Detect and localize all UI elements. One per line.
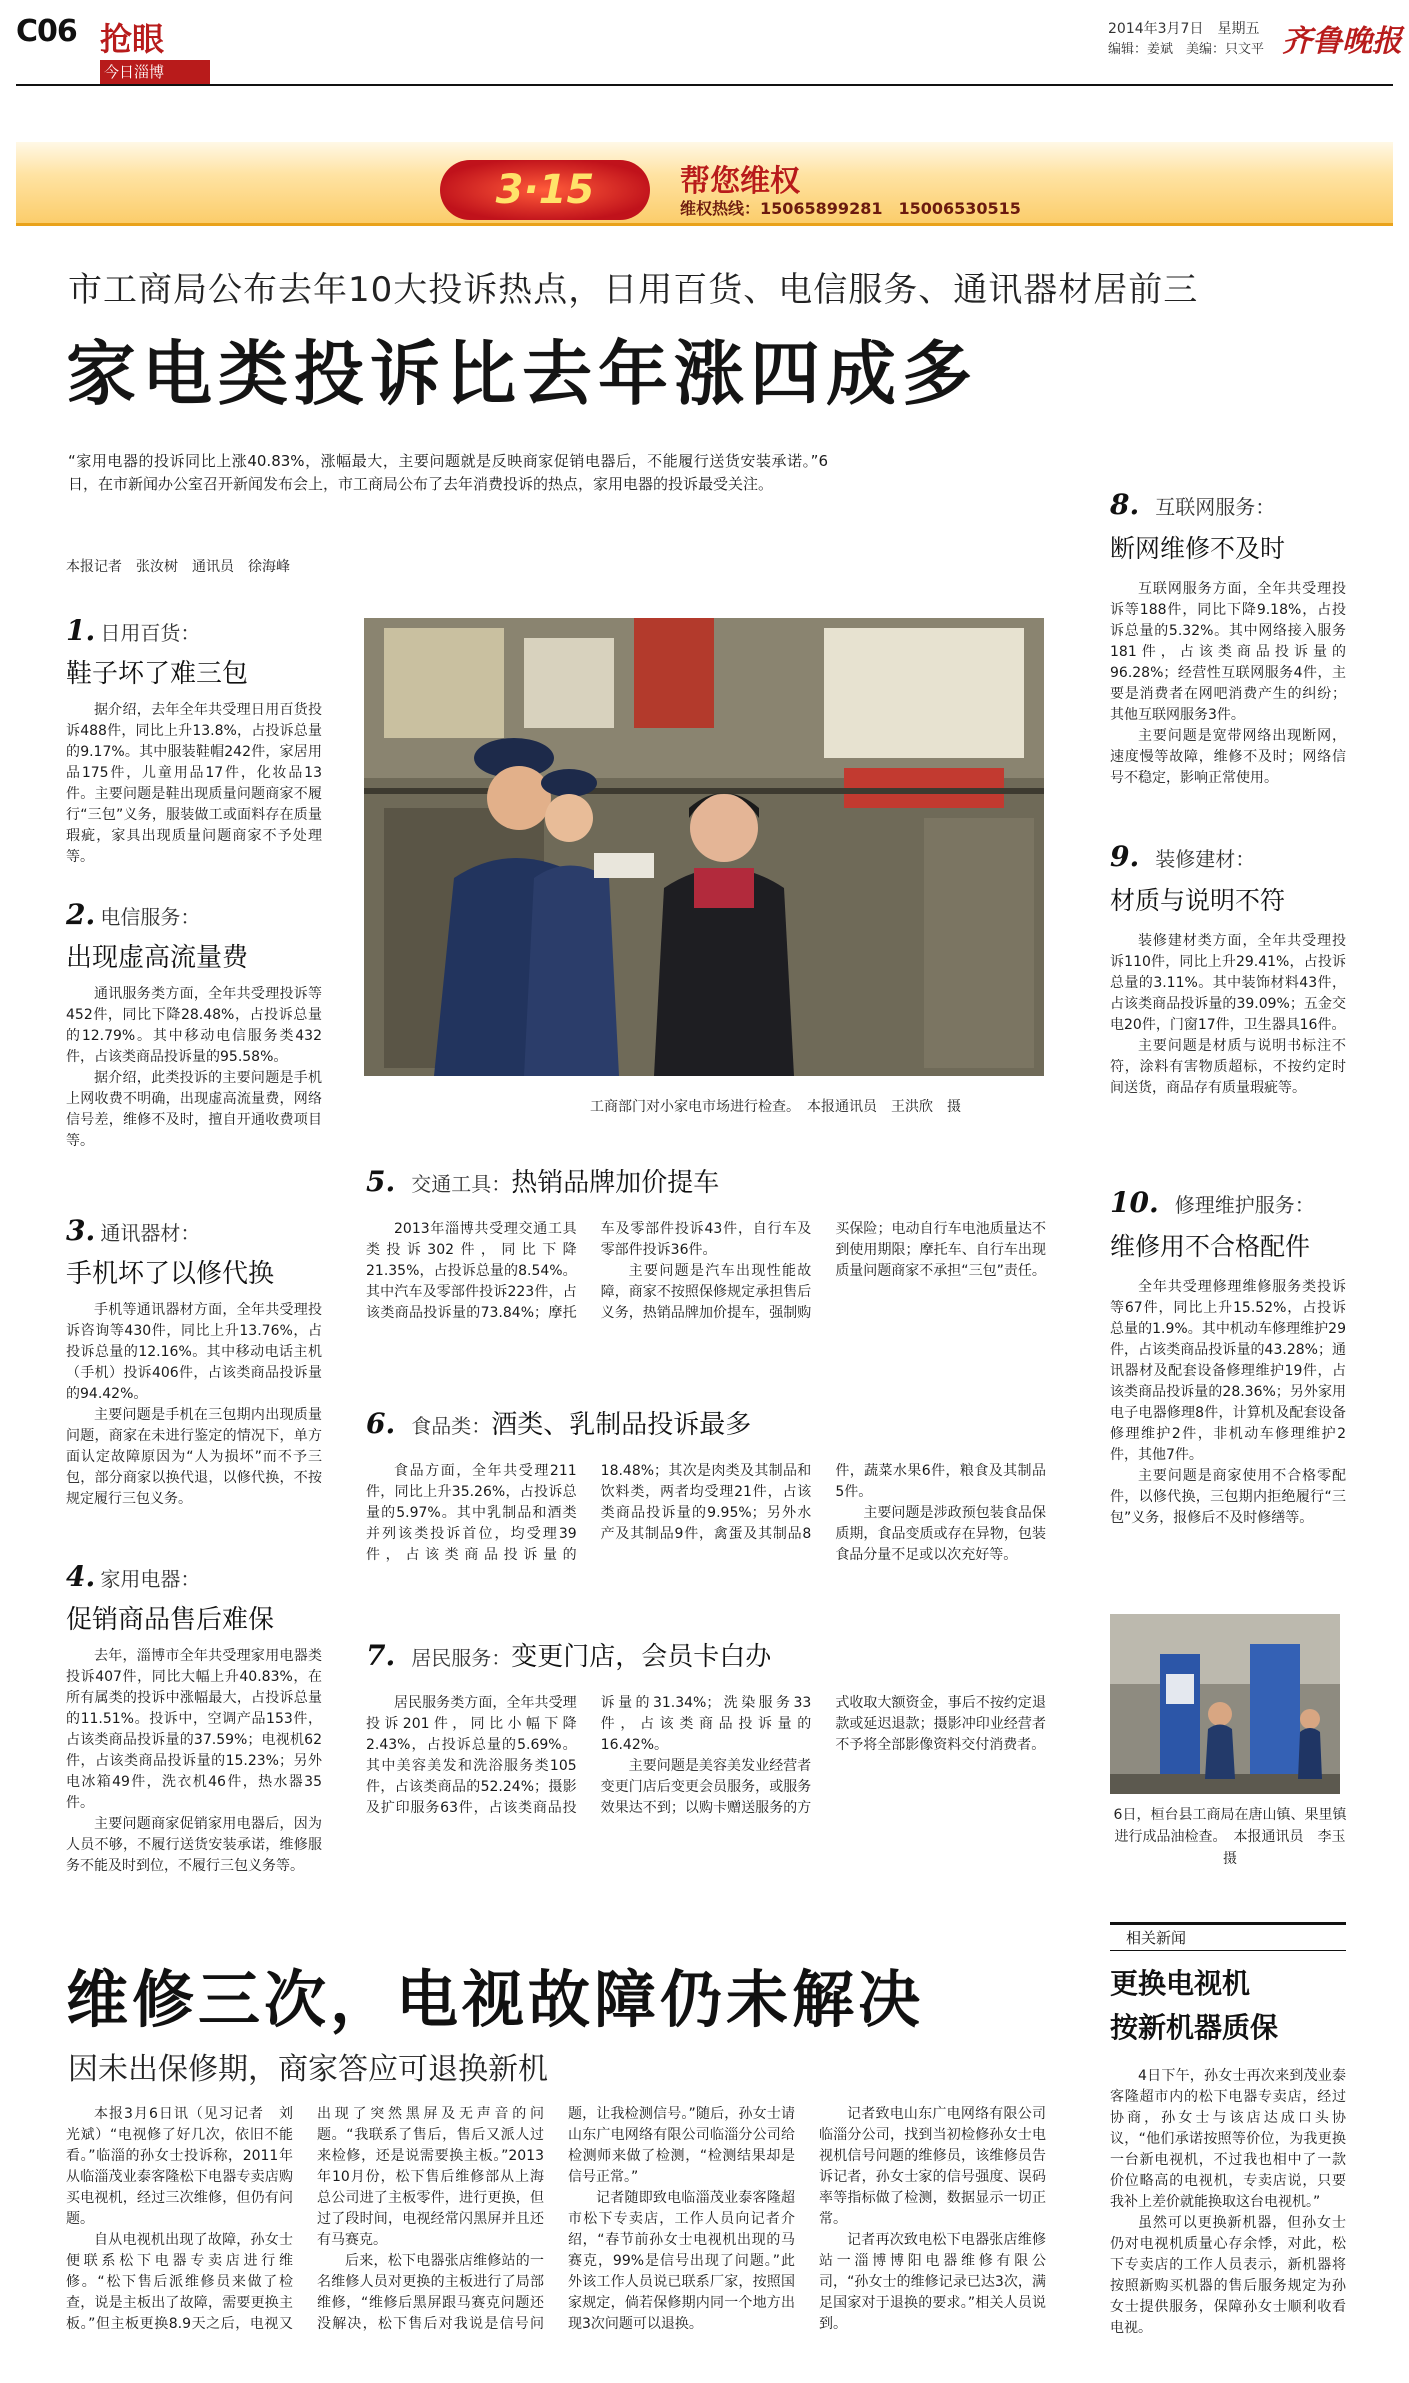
item-body: 主要问题是手机在三包期内出现质量问题，商家在未进行鉴定的情况下，单方面认定故障原因为“人为损坏”而不予三包，部分商家以换代退，以修代换，不按规定履行三包义务。 — [66, 1407, 322, 1507]
editors: 编辑：姜斌 美编：只文平 — [1108, 42, 1265, 57]
item-subtitle: 热销品牌加价提车 — [511, 1168, 720, 1198]
section-subtitle: 今日淄博 — [100, 60, 210, 84]
item-category: 修理维护服务： — [1174, 1193, 1315, 1217]
item-body: 去年，淄博市全年共受理家用电器类投诉407件，同比大幅上升40.83%，在所有属类的投诉中涨幅最大，占投诉总量的11.51%。投诉中，空调产品153件，占该类商品投诉量的37.59%；电视机62件，占该类商品投诉量的15.23%；另外电冰箱49件，洗衣机46件，热水器35件。 — [66, 1648, 322, 1811]
main-headline: 家电类投诉比去年涨四成多 — [66, 333, 978, 415]
item-body: 互联网服务方面，全年共受理投诉等188件，同比下降9.18%，占投诉总量的5.32%。其中网络接入服务181件，占该类商品投诉量的96.28%；经营性互联网服务4件，主要是消费者在网吧消费产生的纠纷；其他互联网服务3件。 — [1110, 581, 1346, 723]
item-number: 9. — [1110, 840, 1140, 873]
item-1 — [66, 614, 322, 868]
item-category: 交通工具： — [411, 1172, 512, 1196]
item-number: 8. — [1110, 488, 1140, 521]
section-name: 抢眼 — [100, 20, 165, 58]
item-body: 主要问题是宽带网络出现断网，速度慢等故障，维修不及时；网络信号不稳定，影响正常使用。 — [1110, 728, 1346, 786]
article-paragraph: 记者再次致电松下电器张店维修站一淄博博阳电器维修有限公司，“孙女士的维修记录已达3次，满足国家对于退换的要求。”相关人员说到。 — [819, 2232, 1046, 2332]
article-paragraph: 记者随即致电临淄茂业泰客隆超市松下专卖店，工作人员向记者介绍，“春节前孙女士电视机出现的马赛克，99%是信号出现了问题。”此外该工作人员说已联系厂家，按照国家规定，倘若保修期内同一个地方出现3次问题可以退换。 — [568, 2190, 795, 2332]
item-5 — [366, 1162, 1046, 1324]
item-subtitle: 鞋子坏了难三包 — [66, 659, 249, 689]
item-10 — [1110, 1186, 1346, 1529]
paper-logo: 齐鲁晚报 — [1282, 24, 1402, 59]
item-subtitle: 促销商品售后难保 — [66, 1605, 275, 1635]
article-paragraph: 后来，松下电器张店维修站的一名维修人员对更换的主板进行了局部维修，“维修后黑屏跟马赛克问题还没解决，松下售后对我说是信号问题，让我检测信号。”随后，孙女士请山东广电网络有限公司临淄分公司给检测师来做了检测，“检测结果却是信号正常。” — [317, 2106, 795, 2332]
item-body: 居民服务类方面，全年共受理投诉201件，同比小幅下降2.43%，占投诉总量的5.69%。其中美容美发和洗浴服务类105件，占该类商品的52.24%；摄影及扩印服务63件，占该类商品投诉量的31.34%；洗染服务33件，占该类商品投诉量的16.42%。 — [366, 1695, 812, 1816]
issue-date: 2014年3月7日 星期五 — [1108, 21, 1260, 37]
related-title-line: 按新机器质保 — [1110, 2011, 1279, 2044]
tv-repair-headline: 维修三次，电视故障仍未解决 — [66, 1963, 925, 2036]
item-4 — [66, 1560, 322, 1877]
item-body: 据介绍，去年全年共受理日用百货投诉488件，同比上升13.8%，占投诉总量的9.17%。其中服装鞋帽242件，家居用品175件，儿童用品17件，化妆品13件。主要问题是鞋出现质量问题商家不履行“三包”义务，服装做工或面料存在质量瑕疵，家具出现质量问题商家不予处理等。 — [66, 702, 322, 865]
article-paragraph: 自从电视机出现了故障，孙女士便联系松下电器专卖店进行维修。“松下售后派维修员来做了检查，说是主板出了故障，需要更换主板。”但主板更换8.9天之后，电视又出现了突然黑屏及无声音的问题。“我联系了售后，售后又派人过来检修，还是说需要换主板。”2013年10月份，松下售后维修部从上海总公司进了主板零件，进行更换，但过了段时间，电视经常闪黑屏并且还有马赛克。 — [66, 2106, 544, 2332]
item-9 — [1110, 840, 1346, 1099]
byline: 本报记者 张汝树 通讯员 徐海峰 — [66, 559, 290, 575]
item-3 — [66, 1214, 322, 1510]
item-body: 据介绍，此类投诉的主要问题是手机上网收费不明确，出现虚高流量费，网络信号差，维修不及时，擅自开通收费项目等。 — [66, 1070, 322, 1149]
item-body: 主要问题是材质与说明书标注不符，涂料有害物质超标，不按约定时间送货，商品存有质量瑕疵等。 — [1110, 1038, 1346, 1096]
item-subtitle: 出现虚高流量费 — [66, 943, 249, 973]
item-number: 1. — [66, 614, 96, 647]
item-subtitle: 酒类、乳制品投诉最多 — [491, 1410, 752, 1440]
item-number: 3. — [66, 1214, 96, 1247]
item-category: 装修建材： — [1155, 847, 1256, 871]
banner-badge: 3·15 — [440, 160, 650, 220]
page-code: C06 — [16, 14, 77, 49]
item-body: 通讯服务类方面，全年共受理投诉等452件，同比下降28.48%，占投诉总量的12.79%。其中移动电信服务类432件，占该类商品投诉量的95.58%。 — [66, 986, 322, 1065]
lead-paragraph: “家用电器的投诉同比上涨40.83%，涨幅最大，主要问题就是反映商家促销电器后，不能履行送货安装承诺。”6日，在市新闻办公室召开新闻发布会上，市工商局公布了去年消费投诉的热点，家用电器的投诉最受关注。 — [68, 452, 828, 493]
related-paragraph: 4日下午，孙女士再次来到茂业泰客隆超市内的松下电器专卖店，经过协商，孙女士与该店达成口头协议，“他们承诺按照等价位，为我更换一台新电视机，不过我也相中了一款价位略高的电视机，专卖店说，只要我补上差价就能换取这台电视机。” — [1110, 2068, 1346, 2210]
item-body: 手机等通讯器材方面，全年共受理投诉咨询等430件，同比上升13.76%，占投诉总量的12.16%。其中移动电话主机（手机）投诉406件，占该类商品投诉量的94.42%。 — [66, 1302, 322, 1402]
item-8 — [1110, 488, 1346, 789]
item-number: 5. — [366, 1165, 396, 1198]
item-subtitle: 材质与说明不符 — [1110, 886, 1286, 915]
item-body: 主要问题是美容美发业经营者变更门店后变更会员服务，或服务效果达不到；以购卡赠送服务的方式收取大额资金，事后不按约定退款或延迟退款；摄影冲印业经营者不予将全部影像资料交付消费者。 — [600, 1695, 1046, 1816]
market-inspection-photo — [364, 618, 1044, 1076]
article-paragraph: 记者致电山东广电网络有限公司临淄分公司，找到当初检修孙女士电视机信号问题的维修员，该维修员告诉记者，孙女士家的信号强度、误码率等指标做了检测，数据显示一切正常。 — [819, 2106, 1046, 2227]
banner-hotline: 维权热线：15065899281 15006530515 — [680, 199, 1021, 218]
item-number: 7. — [366, 1639, 396, 1672]
item-category: 互联网服务： — [1155, 495, 1276, 519]
related-news-body — [1110, 2066, 1346, 2339]
item-body: 主要问题是商家使用不合格零配件，以修代换，三包期内拒绝履行“三包”义务，报修后不及时修缮等。 — [1110, 1468, 1346, 1526]
related-news-label: 相关新闻 — [1110, 1922, 1346, 1951]
item-subtitle: 手机坏了以修代换 — [66, 1259, 275, 1289]
main-kicker: 市工商局公布去年10大投诉热点，日用百货、电信服务、通讯器材居前三 — [68, 270, 1199, 310]
item-body: 食品方面，全年共受理211件，同比上升35.26%，占投诉总量的5.97%。其中乳制品和酒类并列该类投诉首位，均受理39件，占该类商品投诉量的18.48%；其次是肉类及其制品和饮料类，两者均受理21件，占该类商品投诉量的9.95%；另外水产及其制品9件，禽蛋及其制品8件，蔬菜水果6件，粮食及其制品5件。 — [366, 1463, 1046, 1563]
fuel-inspection-photo — [1110, 1614, 1340, 1794]
item-body: 2013年淄博共受理交通工具类投诉302件，同比下降21.35%，占投诉总量的8.54%。其中汽车及零部件投诉223件，占该类商品投诉量的73.84%；摩托车及零部件投诉43件，自行车及零部件投诉36件。 — [366, 1221, 812, 1321]
item-body: 主要问题是涉政预包装食品保质期，食品变质或存在异物，包装食品分量不足或以次充好等。 — [835, 1505, 1046, 1563]
item-number: 4. — [66, 1560, 96, 1593]
item-6 — [366, 1404, 1046, 1566]
item-number: 10. — [1110, 1186, 1159, 1219]
related-title-line: 更换电视机 — [1110, 1967, 1251, 2000]
item-subtitle: 维修用不合格配件 — [1110, 1232, 1311, 1261]
item-body: 主要问题商家促销家用电器后，因为人员不够，不履行送货安装承诺，维修服务不能及时到位，不履行三包义务等。 — [66, 1816, 322, 1874]
related-news-title — [1110, 1962, 1278, 2050]
item-number: 2. — [66, 898, 96, 931]
related-paragraph: 虽然可以更换新机器，但孙女士仍对电视机质量心存余悸，对此，松下专卖店的工作人员表示，新机器将按照新购买机器的售后服务规定为孙女士提供服务，保障孙女士顺利收看电视。 — [1110, 2215, 1346, 2336]
item-7 — [366, 1636, 1046, 1819]
article-paragraph: 本报3月6日讯（见习记者 刘光斌）“电视修了好几次，依旧不能看。”临淄的孙女士投诉称，2011年从临淄茂业泰客隆松下电器专卖店购买电视机，经过三次维修，但仍有问题。 — [66, 2106, 293, 2227]
item-2 — [66, 898, 322, 1152]
banner-title: 帮您维权 — [680, 164, 800, 199]
item-subtitle: 断网维修不及时 — [1110, 534, 1286, 563]
item-number: 6. — [366, 1407, 396, 1440]
item-body: 装修建材类方面，全年共受理投诉110件，同比上升29.41%，占投诉总量的3.11%。其中装饰材料43件，占该类商品投诉量的39.09%；五金交电20件，门窗17件，卫生器具16件。 — [1110, 933, 1346, 1033]
photo1-caption: 工商部门对小家电市场进行检查。 本报通讯员 王洪欣 摄 — [590, 1099, 961, 1115]
item-category: 家用电器： — [100, 1567, 201, 1591]
header-rule — [16, 84, 1393, 86]
item-body: 全年共受理修理维修服务类投诉等67件，同比上升15.52%，占投诉总量的1.9%。其中机动车修理维护29件，占该类商品投诉量的43.28%；通讯器材及配套设备修理维护19件，占该类商品投诉量的28.36%；另外家用电子电器修理8件，计算机及配套设备修理维护2件，非机动车修理维护2件，其他7件。 — [1110, 1279, 1346, 1463]
tv-repair-body — [66, 2104, 1046, 2372]
item-category: 食品类： — [411, 1414, 492, 1438]
item-category: 通讯器材： — [100, 1221, 201, 1245]
item-category: 电信服务： — [100, 905, 201, 929]
item-category: 日用百货： — [100, 621, 201, 645]
photo2-caption: 6日，桓台县工商局在唐山镇、果里镇进行成品油检查。 本报通讯员 李玉 摄 — [1113, 1807, 1360, 1867]
item-category: 居民服务： — [411, 1646, 512, 1670]
item-subtitle: 变更门店，会员卡白办 — [511, 1642, 772, 1672]
tv-repair-subtitle: 因未出保修期，商家答应可退换新机 — [68, 2052, 548, 2087]
item-body: 主要问题是汽车出现性能故障，商家不按照保修规定承担售后义务，热销品牌加价提车，强制购买保险；电动自行车电池质量达不到使用期限；摩托车、自行车出现质量问题商家不承担“三包”责任。 — [600, 1221, 1046, 1321]
